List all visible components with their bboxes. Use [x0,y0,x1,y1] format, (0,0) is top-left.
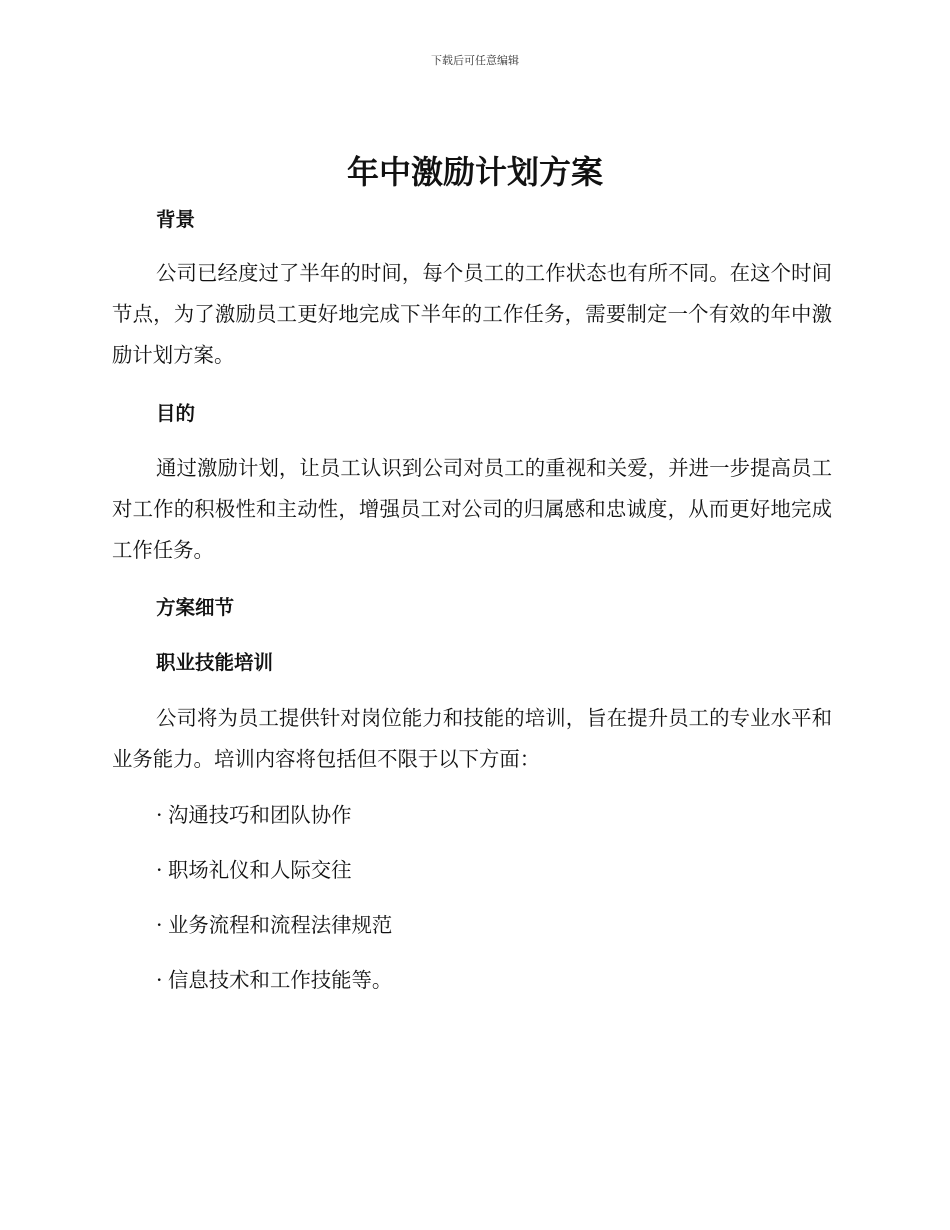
section-heading-background: 背景 [156,208,196,231]
list-item-text: 信息技术和工作技能等。 [168,968,393,992]
bullet-marker: · [156,803,163,827]
list-item-text: 业务流程和流程法律规范 [168,913,393,937]
section-heading-purpose: 目的 [156,402,196,425]
paragraph-background: 公司已经度过了半年的时间，每个员工的工作状态也有所不同。在这个时间节点，为了激励员工更好地完成下半年的工作任务，需要制定一个有效的年中激励计划方案。 [112,261,832,367]
bullet-marker: · [156,913,163,937]
list-item [156,965,392,995]
section-heading-training: 职业技能培训 [156,651,274,674]
list-item-text: 沟通技巧和团队协作 [168,803,352,827]
list-item [156,855,352,885]
list-item-text: 职场礼仪和人际交往 [168,858,352,882]
paragraph-purpose: 通过激励计划，让员工认识到公司对员工的重视和关爱，并进一步提高员工对工作的积极性和主动性，增强员工对公司的归属感和忠诚度，从而更好地完成工作任务。 [112,456,832,562]
paragraph-training: 公司将为员工提供针对岗位能力和技能的培训，旨在提升员工的专业水平和业务能力。培训内容将包括但不限于以下方面： [112,706,832,771]
bullet-marker: · [156,858,163,882]
page-header-note: 下载后可任意编辑 [431,54,519,67]
bullet-marker: · [156,968,163,992]
document-title: 年中激励计划方案 [346,153,603,191]
list-item [156,800,352,830]
list-item [156,910,392,940]
section-heading-details: 方案细节 [156,596,235,619]
